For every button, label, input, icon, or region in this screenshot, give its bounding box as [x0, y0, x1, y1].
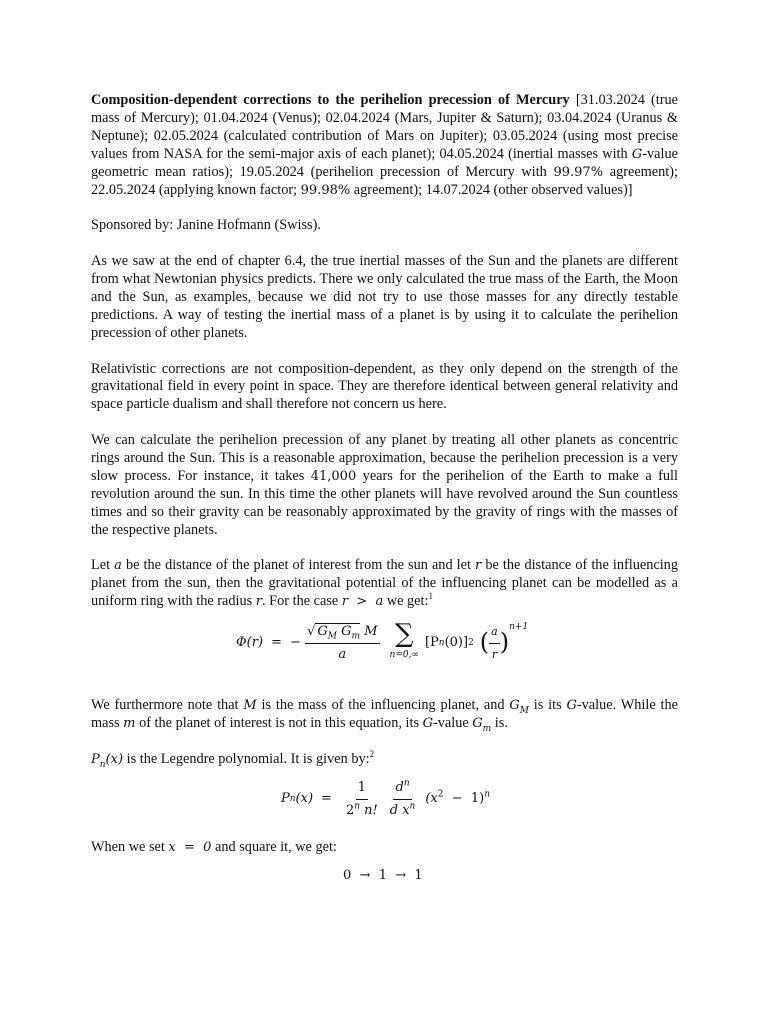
revision-history: [31.03.2024 (true mass of Mercury); 01.04.2024 (Venus); 02.04.2024 (Mars, Jupiter & Saturn); 03.04.2024 (Uranus & Neptune); 02.05.2024 (calculated contribution of Mars on Jupiter); 03.05.2024 (using most precise values from NASA for the semi-major axis of each planet); 04.05.2024 (inertial masses with — [91, 92, 679, 162]
document-body — [91, 92, 678, 889]
equation-sequence: 0 → 1 → 1 — [343, 867, 423, 883]
derivative-fraction: $\frac{d^n}{d x^n}$ — [389, 778, 416, 818]
ratio-fraction: $\frac{a}{r}$ — [491, 624, 498, 661]
paragraph-set-x-zero: When we set x = 0 and square it, we get: — [91, 838, 337, 855]
equation-legendre-polynomial: P n (x) = $\frac{1}{2^n n!}$ $\frac{d^n}{d x^n}$ $(x^2 - 1)^n$ — [281, 778, 491, 818]
paragraph-concentric-rings: We can calculate the perihelion precession of any planet by treating all other planets as concentric rings around the Sun. This is a reasonable approximation, because the perihelion precession is a very slow process. For instance, it takes 41,000 years for the perihelion of the Earth to make a full revolution around the sun. In this time the other planets will have revolved around the Sun countless times and so their gravity can be reasonably approximated by the gravity of rings with the masses of the respective planets. — [91, 432, 678, 538]
paragraph-ring-potential: Let a be the distance of the planet of interest from the sun and let r be the distance of the influencing planet from the sun, then the gravitational potential of the influencing planet can be modelled as a uniform ring with the radius r. For the case r > a we get:$^1$ — [91, 557, 678, 610]
paragraph-relativistic-corrections: Relativistic corrections are not composition-dependent, as they only depend on the strength of the gravitational field in every point in space. They are therefore identical between general relativity and space particle dualism and shall therefore not concern us here. — [91, 360, 678, 413]
paragraph-influencing-planet: We furthermore note that M is the mass of the influencing planet, and $G_M$ is its G-value. While the mass m of the planet of interest is not in this equation, its G-value $G_m$ is. — [91, 697, 678, 734]
paragraph-legendre-intro: $P_n(x)$ is the Legendre polynomial. It is given by:$^2$ — [91, 749, 375, 770]
potential-fraction: $\frac{√ G_M G_m M}{a}$ — [307, 623, 378, 662]
summation-sign: ∑ n=0,∞ — [389, 619, 419, 661]
legendre-coefficient-fraction: $\frac{1}{2^n n!}$ — [345, 779, 378, 818]
paragraph-inertial-masses: As we saw at the end of chapter 6.4, the true inertial masses of the Sun and the planets are different from what Newtonian physics predicts. There we only calculated the true mass of the Earth, the Moon and the Sun, as examples, because we did not try to use those masses for any directly testable predictions. A way of testing the inertial mass of a planet is by using it to calculate the perihelion precession of other planets. — [91, 253, 678, 341]
sponsor-line: Sponsored by: Janine Hofmann (Swiss). — [91, 217, 321, 234]
footnote-marker-1: 1 — [428, 591, 433, 602]
section-title: Composition-dependent corrections to the perihelion precession of Mercury — [91, 92, 570, 108]
equation-gravitational-potential: Φ(r) = − $\frac{√ G_M G_m M}{a}$ ∑ n=0,∞ [P n (0)] 2 ( $\frac{a}{r}$ ) n+1 — [91, 619, 678, 679]
section-heading-paragraph: Composition-dependent corrections to the perihelion precession of Mercury [31.03.2024 (true mass of Mercury); 01.04.2024 (Venus); 02.04.2024 (Mars, Jupiter & Saturn); 03.04.2024 (Uranus & Neptune); 02.05.2024 (calculated contribution of Mars on Jupiter); 03.05.2024 (using most precise values from NASA for the semi-major axis of each planet); 04.05.2024 (inertial masses with G-value geometric mean ratios); 19.05.2024 (perihelion precession of Mercury with 99.97% agreement); 22.05.2024 (applying known factor; 99.98% agreement); 14.07.2024 (other observed values)] — [91, 92, 679, 198]
footnote-marker-2: 2 — [369, 749, 375, 760]
